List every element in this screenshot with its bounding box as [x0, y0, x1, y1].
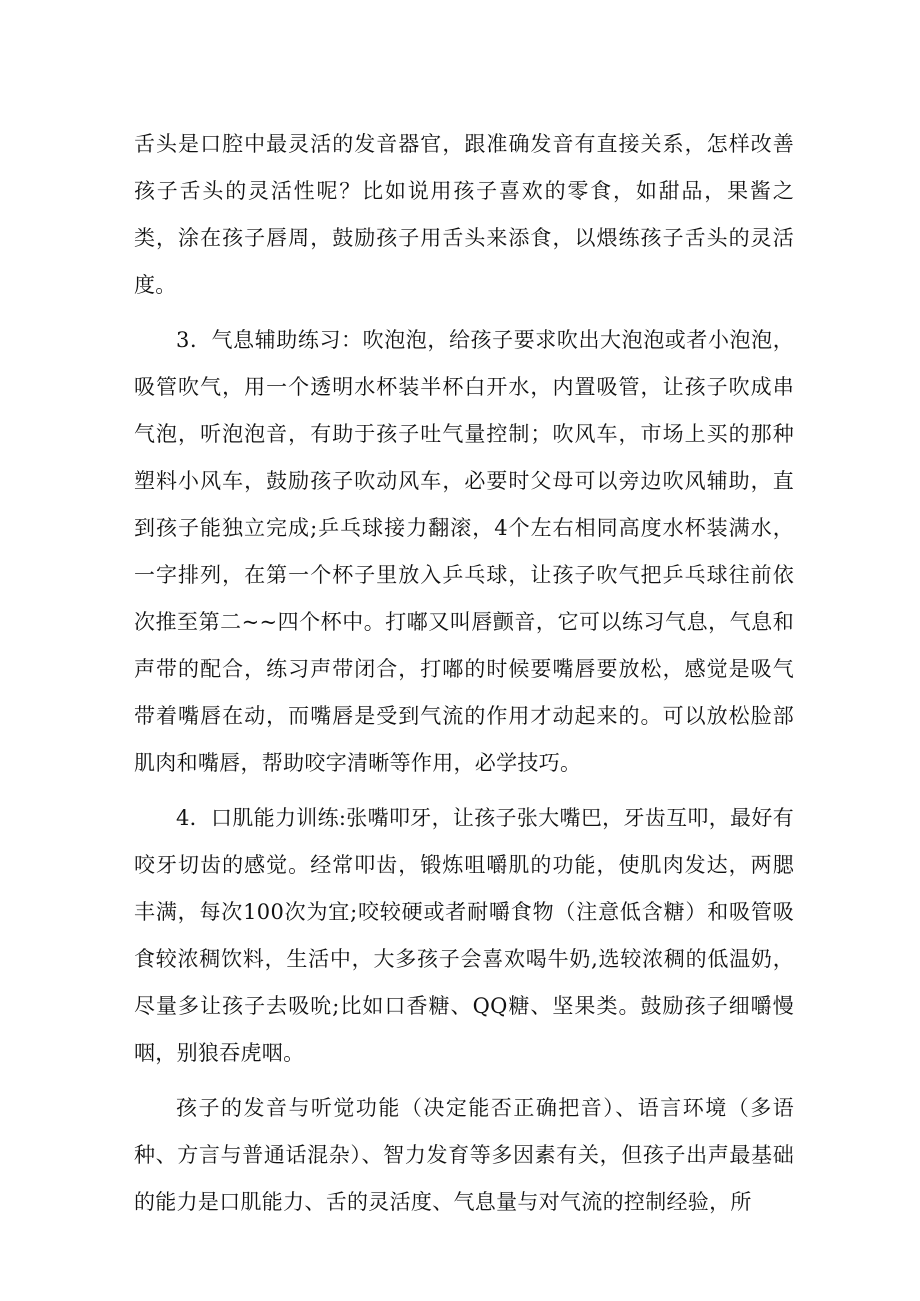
- paragraph-breath-exercise: 3．气息辅助练习：吹泡泡，给孩子要求吹出大泡泡或者小泡泡，吸管吹气，用一个透明水杯装半杯白开水，内置吸管，让孩子吹成串气泡，听泡泡音，有助于孩子吐气量控制；吹风车，市场上买的那种塑料小风车，鼓励孩子吹动风车，必要时父母可以旁边吹风辅助，直到孩子能独立完成;乒乓球接力翻滚，4个左右相同高度水杯装满水，一字排列，在第一个杯子里放入乒乓球，让孩子吹气把乒乓球往前依次推至第二~~四个杯中。打嘟又叫唇颤音，它可以练习气息，气息和声带的配合，练习声带闭合，打嘟的时候要嘴唇要放松，感觉是吸气带着嘴唇在动，而嘴唇是受到气流的作用才动起来的。可以放松脸部肌肉和嘴唇，帮助咬字清晰等作用，必学技巧。: [134, 328, 794, 775]
- paragraph-oral-muscle-training: 4．口肌能力训练:张嘴叩牙，让孩子张大嘴巴，牙齿互叩，最好有咬牙切齿的感觉。经常叩齿，锻炼咀嚼肌的功能，使肌肉发达，两腮丰满，每次100次为宜;咬较硬或者耐嚼食物（注意低含糖）和吸管吸食较浓稠饮料，生活中，大多孩子会喜欢喝牛奶,选较浓稠的低温奶，尽量多让孩子去吸吮;比如口香糖、QQ糖、坚果类。鼓励孩子细嚼慢咽，别狼吞虎咽。: [134, 806, 794, 1065]
- document-body: [134, 121, 794, 1226]
- paragraph-tongue-flexibility: 舌头是口腔中最灵活的发音器官，跟准确发音有直接关系，怎样改善孩子舌头的灵活性呢？比如说用孩子喜欢的零食，如甜品，果酱之类，涂在孩子唇周，鼓励孩子用舌头来添食，以煨练孩子舌头的灵活度。: [134, 132, 794, 297]
- paragraph-summary: 孩子的发音与听觉功能（决定能否正确把音）、语言环境（多语种、方言与普通话混杂）、智力发育等多因素有关，但孩子出声最基础的能力是口肌能力、舌的灵活度、气息量与对气流的控制经验，所: [134, 1096, 794, 1214]
